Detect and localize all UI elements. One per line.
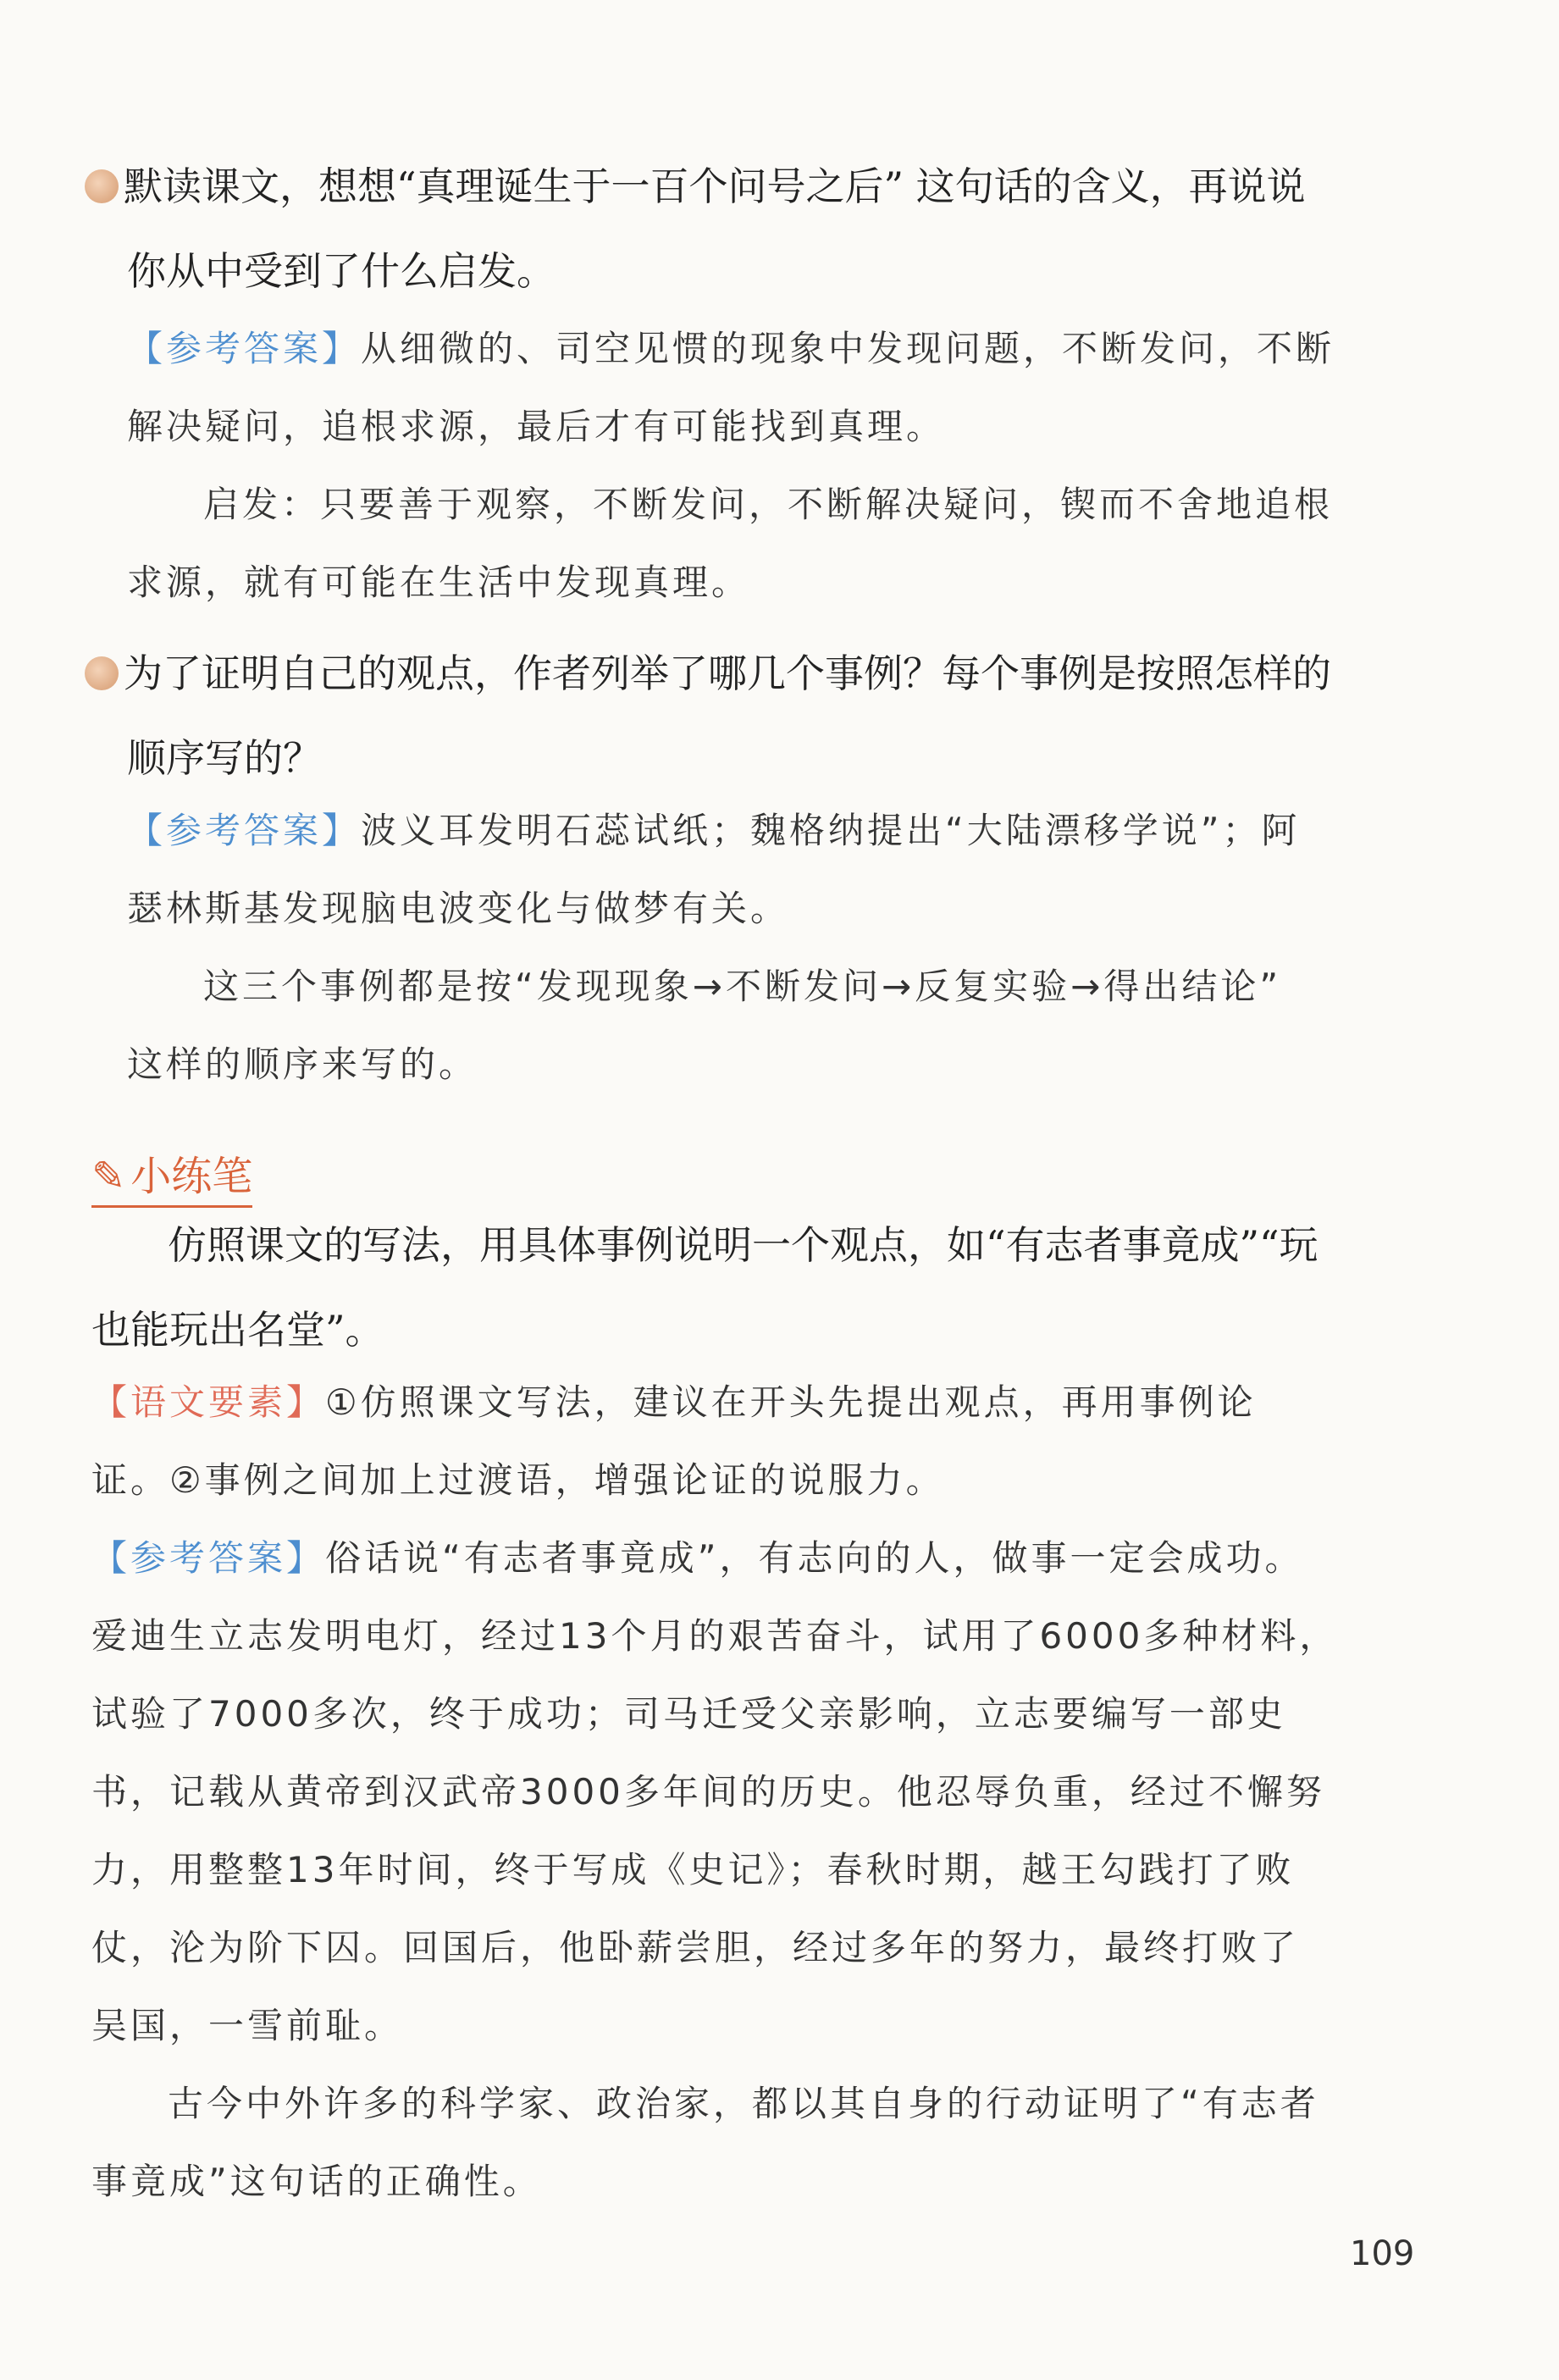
answer-3-line-3: 试验了7000多次，终于成功；司马迁受父亲影响，立志要编写一部史: [91, 1693, 1286, 1735]
question-1-text-2: 你从中受到了什么启发。: [127, 248, 556, 294]
question-1: [85, 144, 1406, 313]
answer-2-line-1: 波义耳发明石蕊试纸；魏格纳提出“大陆漂移学说”；阿: [361, 810, 1301, 851]
answer-tag: 【参考答案】: [91, 1537, 326, 1579]
bullet-icon: [85, 656, 119, 690]
task-text-2: 也能玩出名堂”。: [91, 1307, 384, 1353]
language-elements: [91, 1364, 1362, 1519]
answer-1-line-3: 启发：只要善于观察，不断发问，不断解决疑问，锲而不舍地追根: [203, 484, 1334, 525]
section-title: [91, 1143, 252, 1208]
answer-1: [127, 310, 1397, 622]
section-title-text: 小练笔: [130, 1153, 253, 1200]
question-1-text: 默读课文，想想“真理诞生于一百个问号之后” 这句话的含义，再说说: [124, 163, 1306, 209]
answer-3-line-1: 俗话说“有志者事竟成”，有志向的人，做事一定会成功。: [325, 1537, 1304, 1579]
writing-task: [91, 1203, 1412, 1372]
elements-line-2: 证。②事例之间加上过渡语，增强论证的说服力。: [91, 1459, 945, 1501]
answer-1-line-4: 求源，就有可能在生活中发现真理。: [127, 562, 751, 603]
pen-icon: ✎: [91, 1153, 126, 1200]
answer-tag: 【参考答案】: [127, 810, 362, 851]
page-number: 109: [1350, 2234, 1415, 2273]
answer-2: [127, 792, 1397, 1104]
answer-2-line-4: 这样的顺序来写的。: [127, 1043, 478, 1085]
answer-3-line-6: 仗，沦为阶下囚。回国后，他卧薪尝胆，经过多年的努力，最终打败了: [91, 1927, 1300, 1968]
answer-3-line-4: 书，记载从黄帝到汉武帝3000多年间的历史。他忍辱负重，经过不懈努: [91, 1771, 1325, 1813]
task-text: 仿照课文的写法，用具体事例说明一个观点，如“有志者事竟成”“玩: [168, 1222, 1319, 1268]
answer-3-line-5: 力，用整整13年时间，终于写成《史记》；春秋时期，越王勾践打了败: [91, 1849, 1295, 1890]
elements-tag: 【语文要素】: [91, 1381, 326, 1423]
answer-2-line-2: 瑟林斯基发现脑电波变化与做梦有关。: [127, 888, 790, 929]
answer-3-line-9: 事竟成”这句话的正确性。: [91, 2161, 542, 2202]
answer-3-line-8: 古今中外许多的科学家、政治家，都以其自身的行动证明了“有志者: [168, 2083, 1319, 2124]
bullet-icon: [85, 169, 119, 203]
answer-3: [91, 1519, 1362, 2221]
elements-line-1: ①仿照课文写法，建议在开头先提出观点，再用事例论: [325, 1381, 1257, 1423]
question-2: [85, 631, 1406, 800]
question-2-text-2: 顺序写的？: [127, 735, 322, 781]
answer-1-line-2: 解决疑问，追根求源，最后才有可能找到真理。: [127, 406, 946, 447]
question-2-text: 为了证明自己的观点，作者列举了哪几个事例？每个事例是按照怎样的: [124, 650, 1331, 696]
answer-3-line-2: 爱迪生立志发明电灯，经过13个月的艰苦奋斗，试用了6000多种材料，: [91, 1615, 1339, 1657]
answer-tag: 【参考答案】: [127, 328, 362, 369]
answer-1-line-1: 从细微的、司空见惯的现象中发现问题，不断发问，不断: [361, 328, 1335, 369]
answer-2-line-3: 这三个事例都是按“发现现象→不断发问→反复实验→得出结论”: [203, 966, 1282, 1007]
answer-3-line-7: 吴国，一雪前耻。: [91, 2005, 404, 2046]
